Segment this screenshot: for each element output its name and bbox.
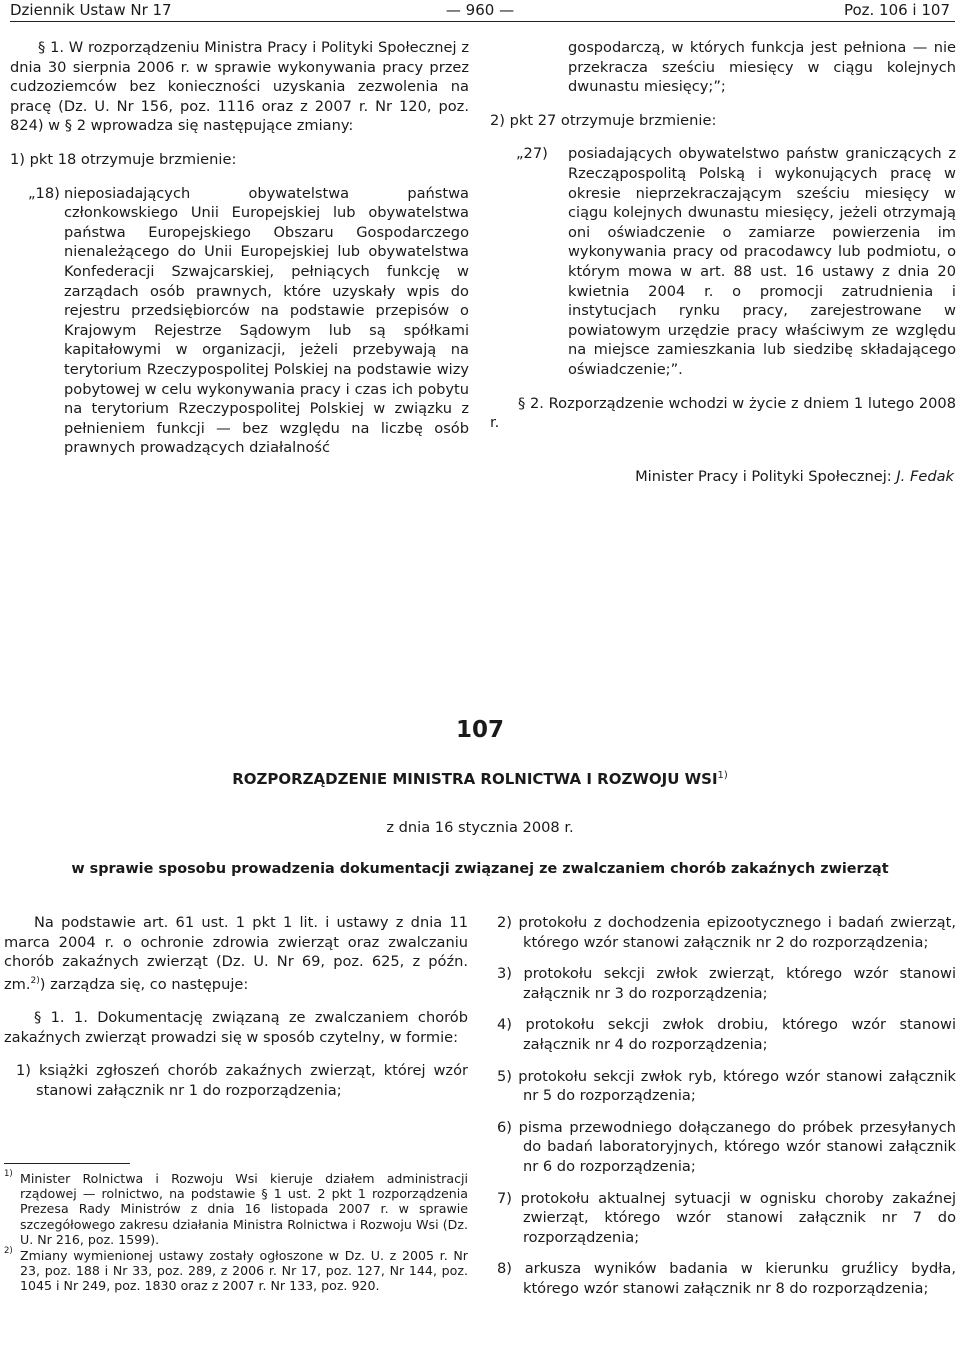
signature: Minister Pracy i Polityki Społecznej: J. Fedak <box>635 467 954 485</box>
act-subject: w sprawie sposobu prowadzenia dokumentacji związanej ze zwalczaniem chorób zakaźnych zwierząt <box>71 861 889 877</box>
list-item-4: 4) protokołu sekcji zwłok drobiu, którego wzór stanowi załącznik nr 4 do rozporządzenia; <box>497 1016 956 1053</box>
quote-27 <box>490 144 956 379</box>
item-1-label: 1) pkt 18 otrzymuje brzmienie: <box>10 150 237 168</box>
list-item-5: 5) protokołu sekcji zwłok ryb, którego wzór stanowi załącznik nr 5 do rozporządzenia; <box>497 1067 956 1105</box>
bottom-left-column <box>4 913 468 1101</box>
section-2: § 2. Rozporządzenie wchodzi w życie z dniem 1 lutego 2008 r. <box>490 394 956 432</box>
quote-18-number: „18) <box>28 184 60 202</box>
act-number: 107 <box>455 717 504 743</box>
preamble: Na podstawie art. 61 ust. 1 pkt 1 lit. i ustawy z dnia 11 marca 2004 r. o ochronie zdrowia zwierząt oraz zwalczaniu chorób zakaźnych zwierząt (Dz. U. Nr 69, poz. 625, z późn. zm.$^{2)}$) zarządza się, co następuje: <box>4 914 468 993</box>
list-item-3: 3) protokołu sekcji zwłok zwierząt, którego wzór stanowi załącznik nr 3 do rozporządzenia; <box>497 965 956 1002</box>
journal-title: Dziennik Ustaw Nr 17 <box>10 1 172 19</box>
list-item-6: 6) pisma przewodniego dołączanego do próbek przesyłanych do badań laboratoryjnych, którego wzór stanowi załącznik nr 6 do rozporządzenia; <box>497 1118 956 1175</box>
footnote-2: 2) Zmiany wymienionej ustawy zostały ogłoszone w Dz. U. z 2005 r. Nr 23, poz. 188 i Nr 33, poz. 289, z 2006 r. Nr 17, poz. 127, Nr 144, poz. 1045 i Nr 249, poz. 1830 oraz z 2007 r. Nr 133, poz. 920. <box>4 1246 468 1294</box>
bottom-right-column <box>497 913 956 1299</box>
quote-27-number: „27) <box>516 145 548 163</box>
section-1: § 1. 1. Dokumentację związaną ze zwalczaniem chorób zakaźnych zwierząt prowadzi się w sposób czytelny, w formie: <box>4 1009 468 1046</box>
list-item-2: 2) protokołu z dochodzenia epizootycznego i badań zwierząt, którego wzór stanowi załącznik nr 2 do rozporządzenia; <box>497 914 956 951</box>
section-1-intro: § 1. W rozporządzeniu Ministra Pracy i Polityki Społecznej z dnia 30 sierpnia 2006 r. w sprawie wykonywania pracy przez cudzoziemców bez konieczności uzyskania zezwolenia na pracę (Dz. U. Nr 156, poz. 1116 oraz z 2007 r. Nr 120, poz. 824) w § 2 wprowadza się następujące zmiany: <box>10 39 469 135</box>
page-header <box>0 0 960 22</box>
act-title: ROZPORZĄDZENIE MINISTRA ROLNICTWA I ROZWOJU WSI$^{1)}$ <box>232 770 728 788</box>
quote-18 <box>10 184 469 458</box>
page-number: — 960 — <box>445 1 515 19</box>
signature-name: J. Fedak <box>896 467 954 485</box>
quote-27-text: posiadających obywatelstwo państw graniczących z Rzecząpospolitą Polską i wykonujących pracę w okresie nieprzekraczającym sześciu miesięcy w ciągu kolejnych dwunastu miesięcy, jeżeli otrzymają oni oświadczenie o zamiarze powierzenia im wykonywania pracy od pracodawcy lub podmiotu, o którym mowa w art. 88 ust. 16 ustawy z dnia 20 kwietnia 2004 r. o promocji zatrudnienia i instytucjach rynku pracy, zarejestrowane w powiatowym urzędzie pracy właściwym ze względu na miejsce zamieszkania lub siedzibę składającego oświadczenie;”. <box>568 145 956 378</box>
footnote-2-mark: 2) <box>4 1246 13 1257</box>
quote-18-text: nieposiadających obywatelstwa państwa członkowskiego Unii Europejskiej lub obywatelstwa państwa Europejskiego Obszaru Gospodarczego nienależącego do Unii Europejskiej lub obywatelstwa Konfederacji Szwajcarskiej, pełniących funkcję w zarządach osób prawnych, które uzyskały wpis do rejestru przedsiębiorców na podstawie przepisów o Krajowym Rejestrze Sądowym lub są spółkami kapitałowymi w organizacji, jeżeli przebywają na terytorium Rzeczypospolitej Polskiej na podstawie wizy pobytowej w celu wykonywania pracy i czas ich pobytu na terytorium Rzeczypospolitej Polskiej w związku z pełnieniem funkcji — bez względu na liczbę osób prawnych prowadzących działalność <box>64 184 469 457</box>
footnotes <box>4 1171 468 1294</box>
footnote-1: 1) Minister Rolnictwa i Rozwoju Wsi kieruje działem administracji rządowej — rolnictwo, na podstawie § 1 ust. 2 pkt 1 rozporządzenia Prezesa Rady Ministrów z dnia 16 listopada 2007 r. w sprawie szczegółowego zakresu działania Ministra Rolnictwa i Rozwoju Wsi (Dz. U. Nr 216, poz. 1599). <box>4 1169 468 1247</box>
list-item-8: 8) arkusza wyników badania w kierunku gruźlicy bydła, którego wzór stanowi załącznik nr 8 do rozporządzenia; <box>497 1260 956 1297</box>
quote-18-continuation: gospodarczą, w których funkcja jest pełniona — nie przekracza sześciu miesięcy w ciągu kolejnych dwunastu miesięcy;”; <box>568 39 956 96</box>
footnote-rule <box>4 1163 130 1164</box>
item-2-label: 2) pkt 27 otrzymuje brzmienie: <box>490 111 717 129</box>
position-ref: Poz. 106 i 107 <box>843 1 950 19</box>
list-item-1: 1) książki zgłoszeń chorób zakaźnych zwierząt, której wzór stanowi załącznik nr 1 do rozporządzenia; <box>16 1062 468 1100</box>
footnote-1-mark: 1) <box>4 1169 13 1179</box>
header-rule <box>10 21 955 22</box>
act-date: z dnia 16 stycznia 2008 r. <box>386 819 574 836</box>
top-right-column <box>490 38 956 486</box>
top-left-column <box>10 38 469 458</box>
list-item-7: 7) protokołu aktualnej sytuacji w ognisku choroby zakaźnej zwierząt, którego wzór stanowi załącznik nr 7 do rozporządzenia; <box>497 1189 956 1246</box>
